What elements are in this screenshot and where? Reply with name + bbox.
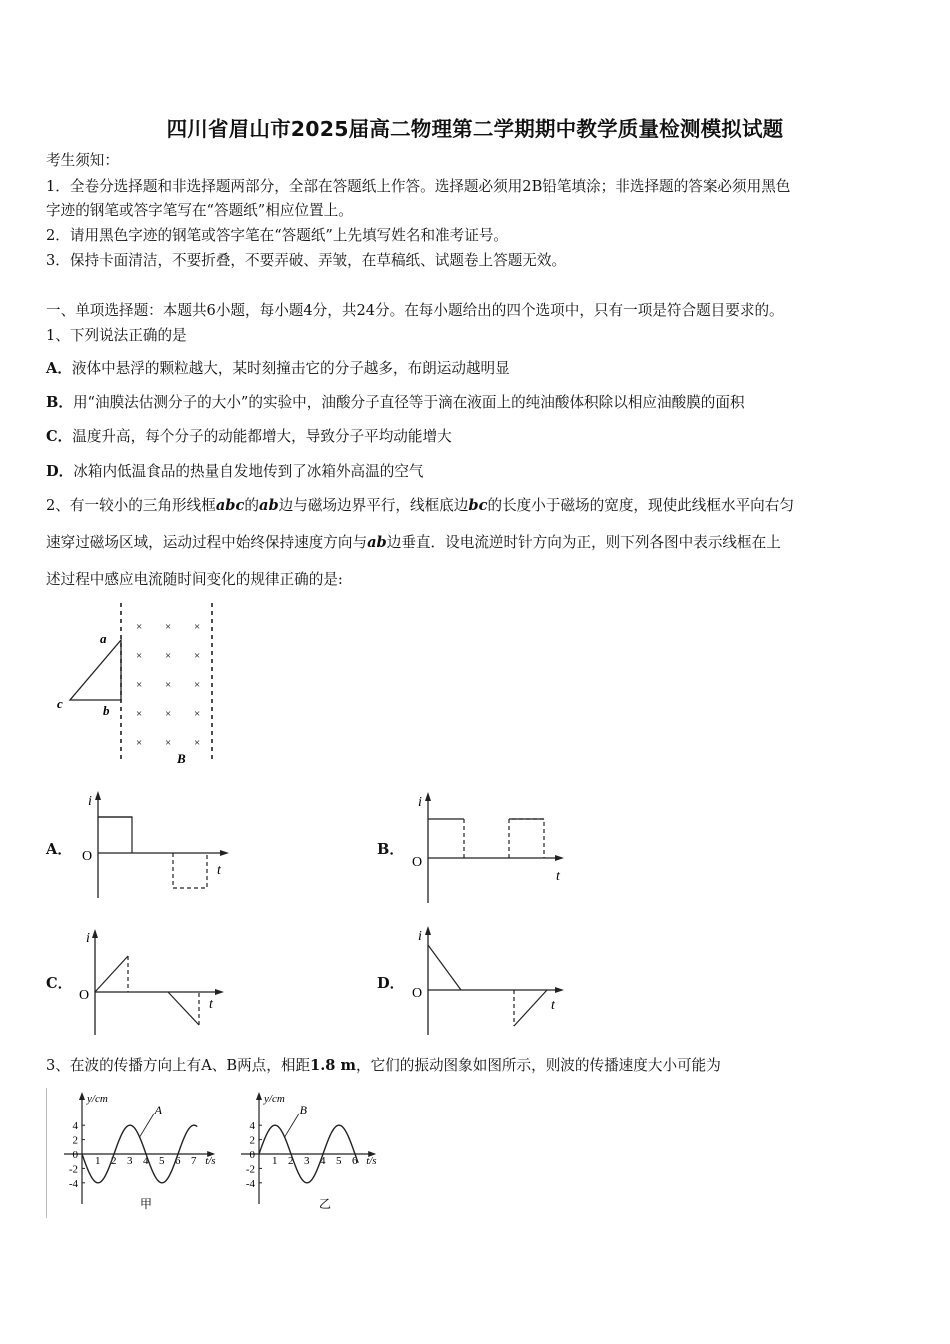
- chart-yi-xtick-0: 1: [272, 1155, 278, 1167]
- vertex-label-b: b: [103, 703, 110, 718]
- graph-b-y-arrow: [425, 792, 431, 801]
- field-crosses: [136, 621, 200, 749]
- chart-yi-ytick-0: 4: [249, 1120, 255, 1133]
- chart-jia-xtick-6: 7: [191, 1155, 197, 1167]
- field-cross-1-2: ×: [194, 650, 201, 662]
- graph-a-y-arrow: [95, 791, 101, 800]
- chart-jia-xtick-0: 1: [95, 1155, 101, 1167]
- chart-yi-ytick-1: 2: [249, 1134, 255, 1147]
- field-cross-0-0: ×: [136, 621, 143, 633]
- field-label-b: B: [177, 751, 186, 766]
- chart-jia-ytick-4: -4: [68, 1177, 78, 1190]
- chart-yi-title: 乙: [319, 1197, 332, 1211]
- q2-graph-d: [406, 920, 571, 1040]
- q2-stem-line3: 述过程中感应电流随时间变化的规律正确的是:: [46, 571, 343, 588]
- page-title: 四川省眉山市2025届高二物理第二学期期中教学质量检测模拟试题: [166, 117, 784, 141]
- q2-magnetic-field-figure: [50, 600, 225, 770]
- chart-yi-series-leader: [285, 1114, 299, 1137]
- notice-heading: 考生须知：: [46, 152, 119, 169]
- q2-option-b-label: B．: [377, 841, 404, 858]
- chart-jia-title: 甲: [140, 1197, 153, 1211]
- graph-d-t-label: t: [551, 998, 555, 1013]
- graph-b-pulse-2: [509, 819, 544, 858]
- chart-jia-xtick-4: 5: [159, 1155, 165, 1167]
- q2-graph-c: [76, 925, 236, 1040]
- notice-item-1: 1．全卷分选择题和非选择题两部分，全部在答题纸上作答。选择题必须用2B铅笔填涂；非选择题的答案必须用黑色: [46, 178, 791, 195]
- field-cross-4-1: ×: [165, 737, 172, 749]
- chart-jia-y-arrow: [79, 1092, 85, 1100]
- chart-jia-ylabel: y/cm: [87, 1093, 108, 1105]
- chart-yi-series-label: B: [299, 1103, 307, 1117]
- chart-yi-ytick-4: -4: [245, 1177, 255, 1190]
- chart-yi-xtick-2: 3: [304, 1155, 310, 1167]
- graph-a-i-label: i: [88, 794, 92, 809]
- notice-item-3: 3．保持卡面清洁，不要折叠，不要弄破、弄皱，在草稿纸、试题卷上答题无效。: [46, 252, 567, 269]
- q3-chart-jia: [60, 1086, 240, 1216]
- q2-graph-a: [76, 788, 236, 908]
- q2-stem-line2: 速穿过磁场区域，运动过程中始终保持速度方向与ab边垂直．设电流逆时针方向为正，则下列各图中表示线框在上: [46, 534, 781, 551]
- graph-c-t-label: t: [209, 997, 213, 1012]
- chart-jia-xtick-3: 4: [143, 1155, 149, 1167]
- chart-jia-xtick-5: 6: [175, 1155, 181, 1167]
- q1-stem: 1、下列说法正确的是: [46, 327, 187, 344]
- field-cross-3-1: ×: [165, 708, 172, 720]
- notice-item-2: 2．请用黑色字迹的钢笔或答字笔在“答题纸”上先填写姓名和准考证号。: [46, 227, 509, 244]
- field-cross-2-2: ×: [194, 679, 201, 691]
- chart-jia-series-label: A: [154, 1103, 162, 1117]
- q2-graph-b: [406, 788, 571, 908]
- chart-jia-ytick-0: 4: [72, 1120, 78, 1133]
- chart-jia-ytick-1: 2: [72, 1134, 78, 1147]
- chart-yi-xtick-5: 6: [352, 1155, 358, 1167]
- graph-c-x-arrow: [215, 989, 224, 995]
- field-cross-1-0: ×: [136, 650, 143, 662]
- chart-yi-y-arrow: [256, 1092, 262, 1100]
- graph-d-x-arrow: [555, 987, 564, 993]
- graph-c-rising-ramp: [95, 956, 128, 992]
- graph-d-rising-ramp: [514, 990, 547, 1026]
- chart-jia-ytick-3: -2: [68, 1163, 78, 1176]
- chart-jia-xtick-2: 3: [127, 1155, 133, 1167]
- graph-b-t-label: t: [556, 869, 560, 884]
- chart-jia-xtick-1: 2: [111, 1155, 117, 1167]
- field-cross-3-0: ×: [136, 708, 143, 720]
- field-cross-1-1: ×: [165, 650, 172, 662]
- q2-option-c-label: C．: [46, 975, 73, 992]
- chart-jia-ytick-2: 0: [72, 1149, 78, 1161]
- chart-yi-xtick-3: 4: [320, 1155, 326, 1167]
- chart-jia-series-leader: [140, 1114, 154, 1137]
- notice-item-1-cont: 字迹的钢笔或答字笔写在“答题纸”相应位置上。: [46, 202, 353, 219]
- graph-a-negative-pulse: [173, 853, 207, 888]
- graph-a-x-arrow: [220, 850, 229, 856]
- graph-c-i-label: i: [86, 931, 90, 946]
- chart-jia-xlabel: t/s: [205, 1155, 216, 1167]
- field-cross-3-2: ×: [194, 708, 201, 720]
- field-cross-0-1: ×: [165, 621, 172, 633]
- field-cross-2-0: ×: [136, 679, 143, 691]
- q2-stem-line1: 2、有一较小的三角形线框abc的ab边与磁场边界平行，线框底边bc的长度小于磁场的宽度，现使此线框水平向右匀: [46, 497, 794, 514]
- graph-d-i-label: i: [418, 929, 422, 944]
- chart-yi-plot: [241, 1092, 377, 1211]
- q2-option-d-label: D．: [377, 975, 405, 992]
- graph-c-origin: O: [79, 988, 90, 1003]
- q1-option-a: A．液体中悬浮的颗粒越大，某时刻撞击它的分子越多，布朗运动越明显: [46, 360, 510, 377]
- graph-a-t-label: t: [217, 863, 221, 878]
- chart-yi-ytick-3: -2: [245, 1163, 255, 1176]
- chart-jia-plot: [64, 1092, 216, 1211]
- vertex-label-c: c: [57, 696, 63, 711]
- q2-option-a-label: A．: [46, 841, 72, 858]
- q3-stem: 3、在波的传播方向上有A、B两点，相距1.8 m，它们的振动图象如图所示，则波的传播速度大小可能为: [46, 1057, 721, 1074]
- q1-option-d: D．冰箱内低温食品的热量自发地传到了冰箱外高温的空气: [46, 463, 424, 480]
- q3-chart-yi: [237, 1086, 417, 1216]
- vertex-label-a: a: [100, 631, 107, 646]
- graph-d-decaying-ramp: [428, 945, 461, 990]
- graph-c-y-arrow: [92, 929, 98, 938]
- field-cross-2-1: ×: [165, 679, 172, 691]
- q1-option-c: C．温度升高，每个分子的动能都增大，导致分子平均动能增大: [46, 428, 452, 445]
- graph-a-positive-pulse: [98, 817, 132, 853]
- graph-b-x-arrow: [555, 855, 564, 861]
- graph-a-origin: O: [82, 849, 93, 864]
- q1-option-b: B．用“油膜法估测分子的大小”的实验中，油酸分子直径等于滴在液面上的纯油酸体积除以相应油酸膜的面积: [46, 394, 745, 411]
- graph-d-y-arrow: [425, 926, 431, 935]
- field-cross-0-2: ×: [194, 621, 201, 633]
- graph-c-falling-ramp: [168, 992, 199, 1025]
- graph-d-origin: O: [412, 986, 423, 1001]
- chart-yi-ylabel: y/cm: [264, 1093, 285, 1105]
- section-heading: 一、单项选择题：本题共6小题，每小题4分，共24分。在每小题给出的四个选项中，只有一项是符合题目要求的。: [46, 302, 784, 319]
- triangle-frame-abc: [70, 640, 121, 700]
- graph-b-origin: O: [412, 855, 423, 870]
- figure-margin-line: [46, 1088, 47, 1218]
- chart-yi-xtick-4: 5: [336, 1155, 342, 1167]
- chart-yi-xtick-1: 2: [288, 1155, 294, 1167]
- chart-yi-xlabel: t/s: [366, 1155, 377, 1167]
- field-cross-4-2: ×: [194, 737, 201, 749]
- chart-yi-ytick-2: 0: [249, 1149, 255, 1161]
- graph-b-i-label: i: [418, 795, 422, 810]
- field-cross-4-0: ×: [136, 737, 143, 749]
